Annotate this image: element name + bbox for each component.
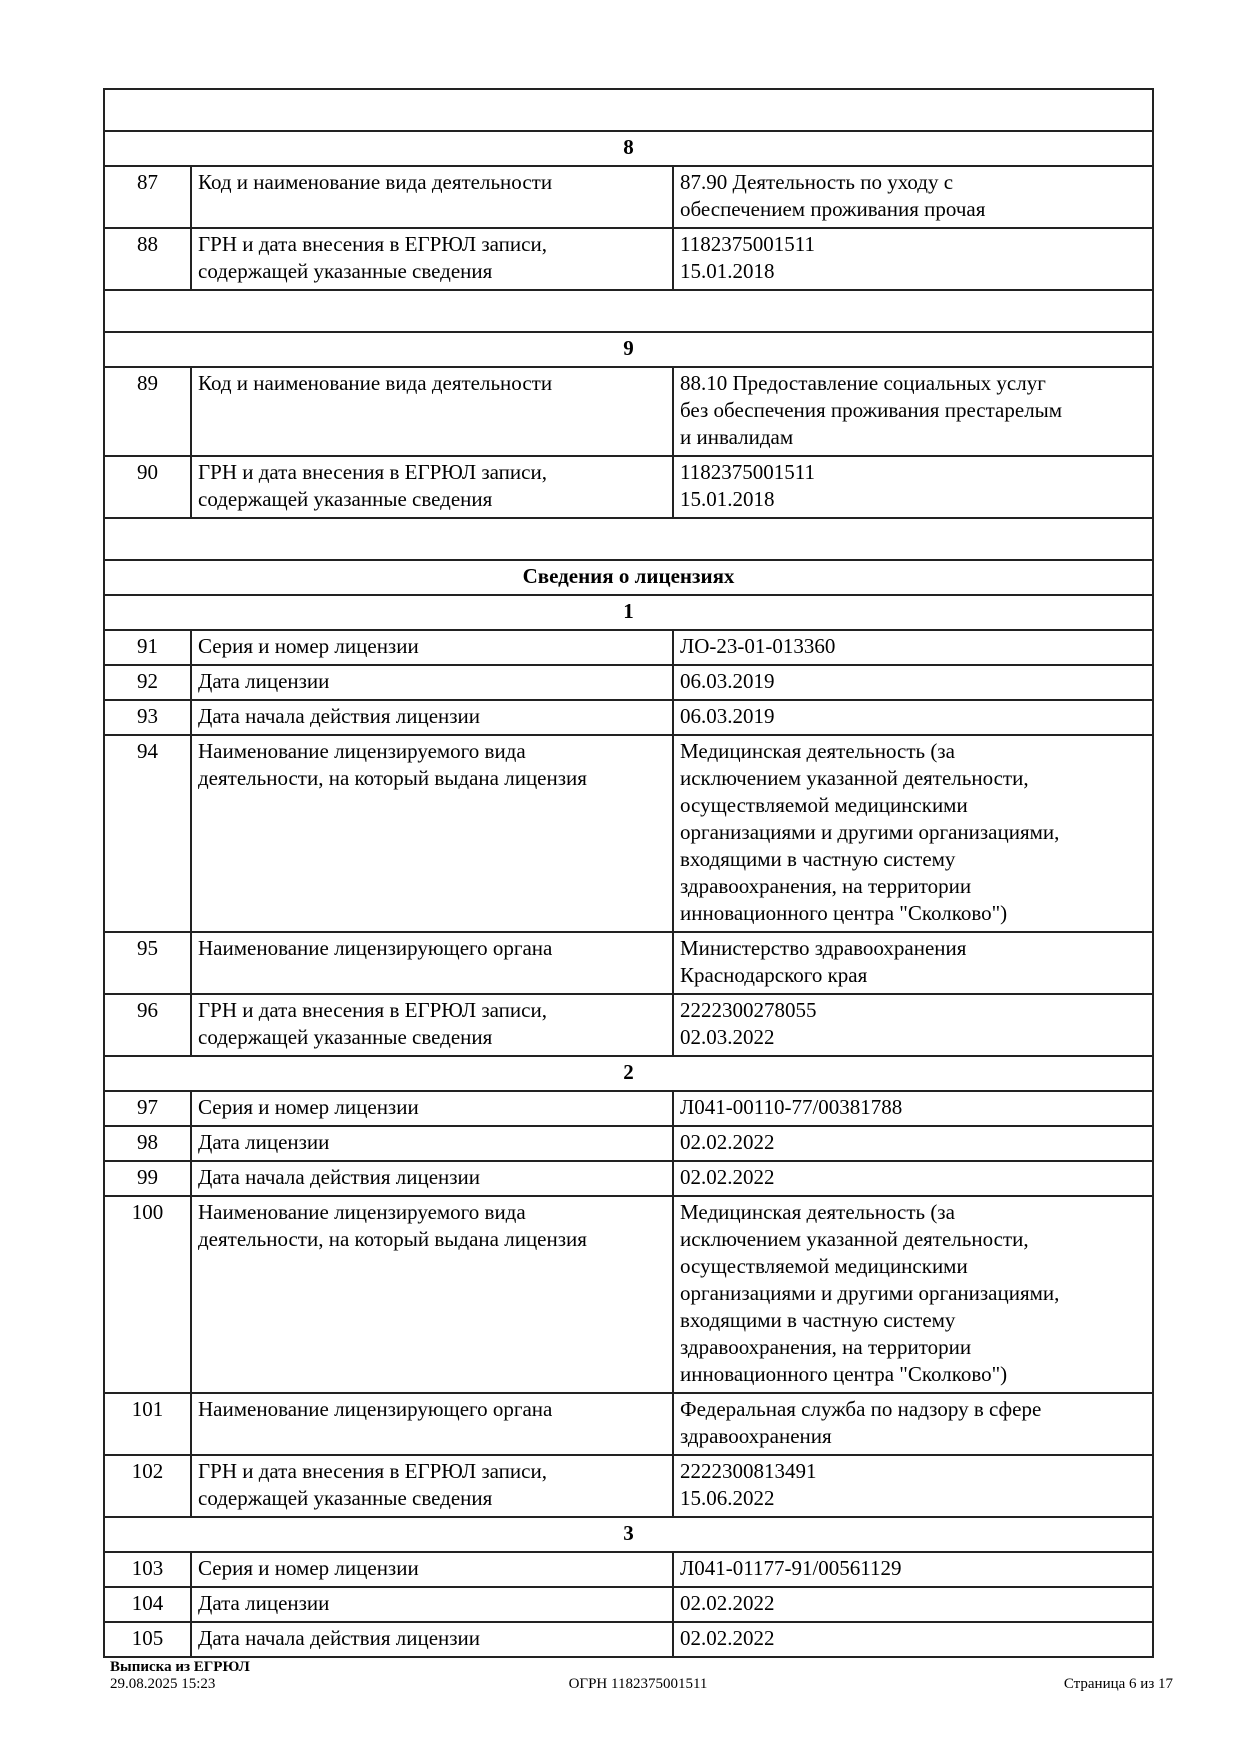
spacer-row — [104, 290, 1153, 332]
spacer-row — [104, 89, 1153, 131]
row-value-cell: 2222300278055 02.03.2022 — [673, 994, 1153, 1056]
spacer-row — [104, 518, 1153, 560]
row-label-cell: Дата лицензии — [191, 1587, 673, 1622]
row-number-cell: 88 — [104, 228, 191, 290]
footer — [103, 1659, 1173, 1695]
row-value-cell: Министерство здравоохранения Краснодарского края — [673, 932, 1153, 994]
row-label-cell: ГРН и дата внесения в ЕГРЮЛ записи, содержащей указанные сведения — [191, 228, 673, 290]
row-label-cell: Дата начала действия лицензии — [191, 1622, 673, 1657]
row-value-cell: 02.02.2022 — [673, 1161, 1153, 1196]
row-number-cell: 95 — [104, 932, 191, 994]
row-label-cell: Наименование лицензирующего органа — [191, 1393, 673, 1455]
row-number-cell: 104 — [104, 1587, 191, 1622]
row-label-cell: ГРН и дата внесения в ЕГРЮЛ записи, содержащей указанные сведения — [191, 994, 673, 1056]
section-number-header-row — [104, 1056, 1153, 1091]
document-table-body — [104, 89, 1153, 1657]
table-row — [104, 1455, 1153, 1517]
row-value-cell: Медицинская деятельность (за исключением указанной деятельности, осуществляемой медицинскими организациями и другими организациями, входящими в частную систему здравоохранения, на территории инновационного центра "Сколково") — [673, 1196, 1153, 1393]
section-number-header: 2 — [104, 1056, 1153, 1091]
row-label-cell: Наименование лицензируемого вида деятельности, на который выдана лицензия — [191, 1196, 673, 1393]
table-row — [104, 932, 1153, 994]
row-value-cell: 1182375001511 15.01.2018 — [673, 456, 1153, 518]
table-row — [104, 228, 1153, 290]
row-label-cell: ГРН и дата внесения в ЕГРЮЛ записи, содержащей указанные сведения — [191, 456, 673, 518]
spacer-cell — [104, 518, 1153, 560]
row-number-cell: 98 — [104, 1126, 191, 1161]
section-number-header-row — [104, 131, 1153, 166]
row-value-cell: Федеральная служба по надзору в сфере здравоохранения — [673, 1393, 1153, 1455]
row-label-cell: Серия и номер лицензии — [191, 1091, 673, 1126]
section-title: Сведения о лицензиях — [104, 560, 1153, 595]
table-row — [104, 665, 1153, 700]
table-row — [104, 1126, 1153, 1161]
row-label-cell: Дата лицензии — [191, 665, 673, 700]
table-row — [104, 994, 1153, 1056]
row-number-cell: 87 — [104, 166, 191, 228]
row-value-cell: Л041-01177-91/00561129 — [673, 1552, 1153, 1587]
section-number-header: 9 — [104, 332, 1153, 367]
row-number-cell: 89 — [104, 367, 191, 456]
row-number-cell: 94 — [104, 735, 191, 932]
row-number-cell: 90 — [104, 456, 191, 518]
table-row — [104, 1622, 1153, 1657]
section-number-header-row — [104, 595, 1153, 630]
row-label-cell: Код и наименование вида деятельности — [191, 166, 673, 228]
footer-doc-title: Выписка из ЕГРЮЛ — [110, 1659, 250, 1675]
row-value-cell: 88.10 Предоставление социальных услуг без обеспечения проживания престарелым и инвалидам — [673, 367, 1153, 456]
table-row — [104, 1552, 1153, 1587]
row-value-cell: 2222300813491 15.06.2022 — [673, 1455, 1153, 1517]
section-number-header-row — [104, 1517, 1153, 1552]
row-number-cell: 92 — [104, 665, 191, 700]
table-row — [104, 367, 1153, 456]
section-title-row — [104, 560, 1153, 595]
row-number-cell: 96 — [104, 994, 191, 1056]
section-number-header: 1 — [104, 595, 1153, 630]
row-label-cell: Наименование лицензирующего органа — [191, 932, 673, 994]
table-row — [104, 700, 1153, 735]
table-row — [104, 735, 1153, 932]
row-label-cell: Дата начала действия лицензии — [191, 1161, 673, 1196]
row-label-cell: Серия и номер лицензии — [191, 630, 673, 665]
section-number-header: 8 — [104, 131, 1153, 166]
row-value-cell: 06.03.2019 — [673, 700, 1153, 735]
row-number-cell: 93 — [104, 700, 191, 735]
footer-datetime: 29.08.2025 15:23 — [110, 1676, 216, 1692]
spacer-cell — [104, 89, 1153, 131]
table-row — [104, 1091, 1153, 1126]
table-row — [104, 1161, 1153, 1196]
row-value-cell: 02.02.2022 — [673, 1587, 1153, 1622]
table-row — [104, 1587, 1153, 1622]
table-row — [104, 166, 1153, 228]
row-number-cell: 102 — [104, 1455, 191, 1517]
spacer-cell — [104, 290, 1153, 332]
row-value-cell: 06.03.2019 — [673, 665, 1153, 700]
document-table — [103, 88, 1154, 1658]
row-value-cell: 02.02.2022 — [673, 1622, 1153, 1657]
row-number-cell: 100 — [104, 1196, 191, 1393]
row-label-cell: Серия и номер лицензии — [191, 1552, 673, 1587]
row-label-cell: Код и наименование вида деятельности — [191, 367, 673, 456]
row-number-cell: 99 — [104, 1161, 191, 1196]
section-number-header-row — [104, 332, 1153, 367]
table-row — [104, 630, 1153, 665]
row-number-cell: 105 — [104, 1622, 191, 1657]
row-number-cell: 97 — [104, 1091, 191, 1126]
row-value-cell: 87.90 Деятельность по уходу с обеспечением проживания прочая — [673, 166, 1153, 228]
row-value-cell: Медицинская деятельность (за исключением указанной деятельности, осуществляемой медицинскими организациями и другими организациями, входящими в частную систему здравоохранения, на территории инновационного центра "Сколково") — [673, 735, 1153, 932]
row-label-cell: Дата лицензии — [191, 1126, 673, 1161]
row-number-cell: 101 — [104, 1393, 191, 1455]
footer-ogrn: ОГРН 1182375001511 — [568, 1676, 708, 1692]
table-row — [104, 456, 1153, 518]
footer-page-number: Страница 6 из 17 — [1063, 1676, 1173, 1692]
row-number-cell: 103 — [104, 1552, 191, 1587]
row-value-cell: 1182375001511 15.01.2018 — [673, 228, 1153, 290]
row-label-cell: Наименование лицензируемого вида деятельности, на который выдана лицензия — [191, 735, 673, 932]
row-value-cell: ЛО-23-01-013360 — [673, 630, 1153, 665]
row-number-cell: 91 — [104, 630, 191, 665]
section-number-header: 3 — [104, 1517, 1153, 1552]
row-label-cell: Дата начала действия лицензии — [191, 700, 673, 735]
row-value-cell: 02.02.2022 — [673, 1126, 1153, 1161]
row-value-cell: Л041-00110-77/00381788 — [673, 1091, 1153, 1126]
row-label-cell: ГРН и дата внесения в ЕГРЮЛ записи, содержащей указанные сведения — [191, 1455, 673, 1517]
table-row — [104, 1196, 1153, 1393]
table-row — [104, 1393, 1153, 1455]
